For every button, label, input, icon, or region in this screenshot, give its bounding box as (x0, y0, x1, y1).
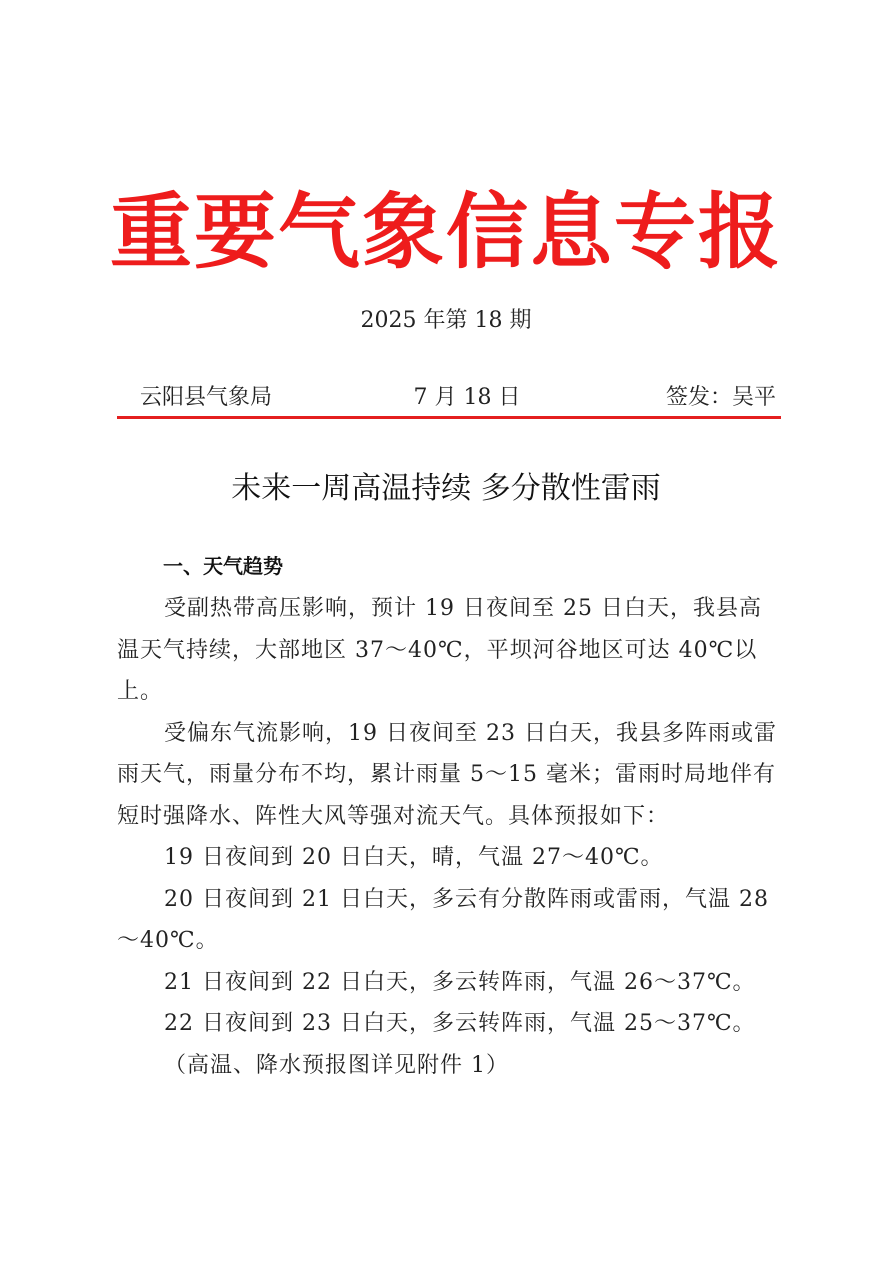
signer: 签发：吴平 (665, 385, 776, 410)
paragraph: 20 日夜间到 21 日白天，多云有分散阵雨或雷雨，气温 28～40℃。 (117, 886, 769, 953)
issue-date: 7 月 18 日 (413, 385, 521, 410)
issuer: 云阳县气象局 (140, 385, 273, 410)
attachment-note: （高温、降水预报图详见附件 1） (164, 1052, 509, 1078)
paragraph: 受偏东气流影响，19 日夜间至 23 日白天，我县多阵雨或雷雨天气，雨量分布不均，累计雨量 5～15 毫米；雷雨时局地伴有短时强降水、阵性大风等强对流天气。具体预报如下： (117, 720, 777, 829)
article-headline: 未来一周高温持续 多分散性雷雨 (231, 471, 661, 506)
paragraph: 22 日夜间到 23 日白天，多云转阵雨，气温 25～37℃。 (164, 1011, 756, 1036)
section-title: 一、天气趋势 (163, 554, 283, 578)
paragraph: 受副热带高压影响，预计 19 日夜间至 25 日白天，我县高温天气持续，大部地区 37～40℃，平坝河谷地区可达 40℃以上。 (117, 596, 762, 704)
paragraph: 21 日夜间到 22 日白天，多云转阵雨，气温 26～37℃。 (164, 969, 756, 995)
issue-number: 2025 年第 18 期 (360, 308, 532, 333)
paragraph: 19 日夜间到 20 日白天，晴，气温 27～40℃。 (164, 845, 664, 870)
red-divider (117, 416, 781, 419)
masthead-title: 重要气象信息专报 (109, 185, 782, 280)
article-body (117, 588, 777, 1086)
